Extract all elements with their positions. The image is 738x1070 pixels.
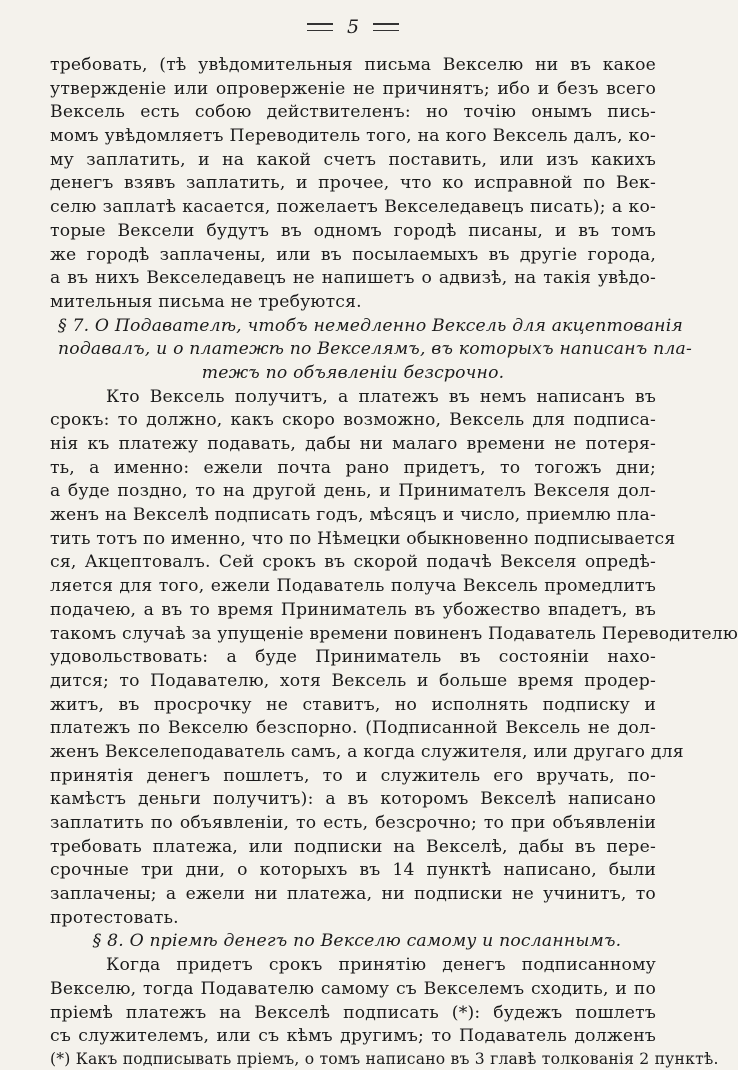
text-line: же городѣ заплачены, или въ посылаемыхъ въ другіе города, [50, 244, 656, 265]
text-line: срокъ: то должно, какъ скоро возможно, Вексель для подписа- [50, 410, 656, 431]
section-7-paragraph [50, 386, 738, 931]
section-heading-line: подавалъ, и о платежѣ по Векселямъ, въ которыхъ написанъ пла- [58, 339, 692, 360]
text-line: ть, а именно: ежели почта рано придетъ, то тогожъ дни; [50, 457, 656, 478]
text-line: а буде поздно, то на другой день, и Принимателъ Векселя дол- [50, 481, 656, 502]
section-heading-line: тежъ по объявленіи безсрочно. [201, 362, 505, 383]
text-line: Векселю, тогда Подавателю самому съ Векселемъ сходить, и по [50, 978, 656, 999]
body-paragraph [50, 54, 656, 315]
section-8-heading [50, 930, 656, 954]
text-line: срочные три дни, о которыхъ въ 14 пунктѣ написано, были [50, 860, 656, 881]
text-line: ся, Акцептовалъ. Сей срокъ въ скорой подачѣ Векселя опредѣ- [50, 552, 656, 573]
text-line: подачею, а въ то время Приниматель въ убожество впадетъ, въ [50, 599, 656, 620]
text-line: женъ Векселеподаватель самъ, а когда служителя, или другаго для [50, 741, 684, 762]
footnote [50, 1049, 719, 1070]
text-line: ляется для того, ежели Подаватель получа Вексель промедлитъ [50, 576, 656, 597]
text-line: Вексель есть собою действителенъ: но точію онымъ пись- [50, 102, 656, 123]
text-line: платежъ по Векселю безспорно. (Подписанной Вексель не дол- [50, 718, 656, 739]
text-line: денегъ взявъ заплатить, и прочее, что ко исправной по Век- [50, 173, 656, 194]
text-line: Когда придетъ срокъ принятію денегъ подписанному [106, 955, 656, 976]
text-line: утвержденіе или опроверженіе не причинятъ; ибо и безъ всего [50, 78, 656, 99]
section-7-heading [50, 315, 692, 386]
text-line: житъ, въ просрочку не ставитъ, но исполнять подписку и [50, 694, 656, 715]
text-line: торые Вексели будутъ въ одномъ городѣ писаны, и въ томъ [50, 220, 656, 241]
text-line: селю заплатѣ касается, пожелаетъ Векселедавецъ писать); а ко- [50, 197, 656, 218]
right-ornament [373, 23, 399, 31]
text-line: пріемѣ платежъ на Векселѣ подписать (*): будежъ пошлетъ [50, 1002, 656, 1023]
section-heading-line: § 7. О Подавателѣ, чтобъ немедленно Вексель для акцептованія [58, 315, 683, 336]
text-line: такомъ случаѣ за упущеніе времени повиненъ Подаватель Переводителю [50, 623, 738, 644]
page-number: 5 [346, 16, 360, 38]
text-line: заплатить по объявленіи, то есть, безсрочно; то при объявленіи [50, 813, 656, 833]
text-line: тить тотъ по именно, что по Нѣмецки обыкновенно подписывается [50, 528, 676, 549]
text-line: нія къ платежу подавать, дабы ни малаго времени не потеря- [50, 434, 656, 454]
left-ornament [307, 23, 333, 31]
text-line: удовольствовать: а буде Приниматель въ состояніи нахо- [50, 647, 656, 668]
text-line: камѣстъ деньги получитъ): а въ которомъ Векселѣ написано [50, 789, 656, 810]
text-line: момъ увѣдомляетъ Переводитель того, на кого Вексель далъ, ко- [50, 126, 656, 147]
text-line: му заплатить, и на какой счетъ поставить, или изъ какихъ [50, 149, 656, 170]
text-line: требовать, (тѣ увѣдомительныя письма Векселю ни въ какое [50, 55, 656, 75]
footnote-text: (*) Какъ подписывать пріемъ, о томъ написано въ 3 главѣ толкованія 2 пунктѣ. [50, 1049, 719, 1068]
text-line: Кто Вексель получитъ, а платежъ въ немъ написанъ въ [106, 386, 656, 407]
text-line: заплачены; а ежели ни платежа, ни подписки не учинитъ, то [50, 884, 656, 905]
text-line: требовать платежа, или подписки на Векселѣ, дабы въ пере- [50, 836, 656, 857]
text-line: дится; то Подавателю, хотя Вексель и больше время продер- [50, 670, 656, 691]
text-line: протестовать. [50, 907, 179, 928]
text-line: женъ на Векселѣ подписать годъ, мѣсяцъ и число, приемлю пла- [50, 505, 656, 526]
section-8-paragraph [50, 954, 656, 1049]
page-header [50, 12, 656, 42]
text-line: мительныя письма не требуются. [50, 291, 362, 312]
text-line: принятія денегъ пошлетъ, то и служитель его вручать, по- [50, 765, 656, 786]
text-line: а въ нихъ Векселедавецъ не напишетъ о адвизѣ, на такія увѣдо- [50, 268, 656, 289]
text-line: съ служителемъ, или съ кѣмъ другимъ; то Подаватель долженъ [50, 1026, 656, 1047]
section-heading-line: § 8. О пріемѣ денегъ по Векселю самому и посланнымъ. [92, 931, 622, 952]
